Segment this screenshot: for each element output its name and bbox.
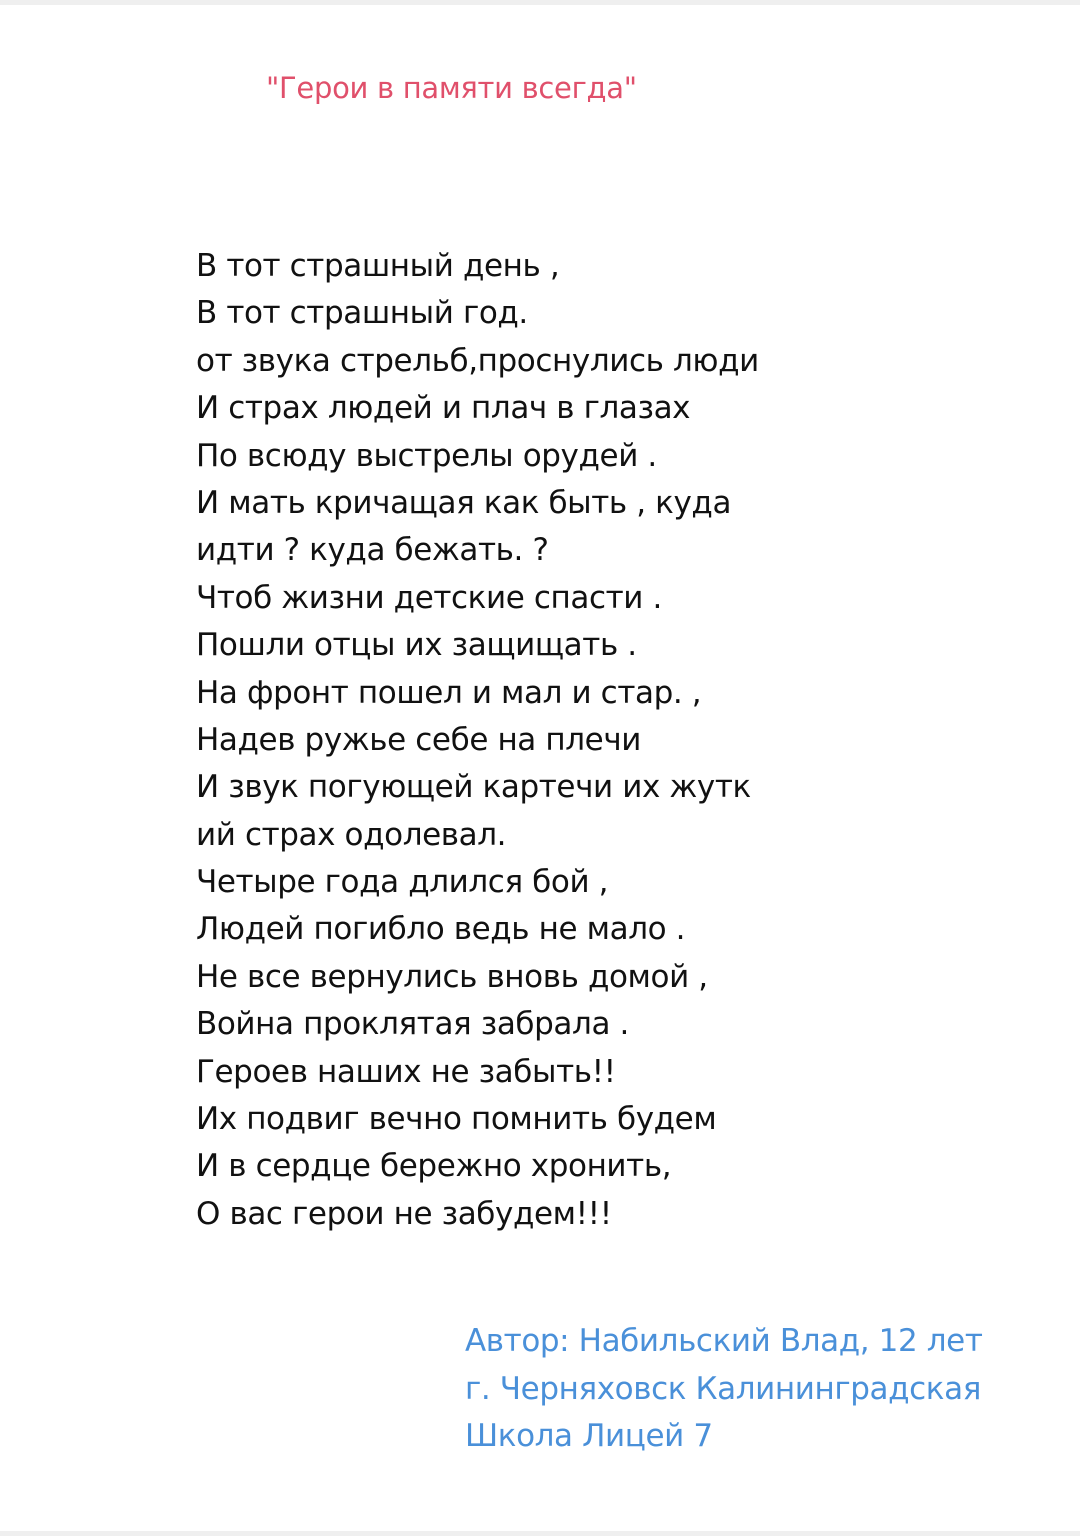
author-info	[465, 1318, 983, 1461]
poem-line: Пошли отцы их защищать .	[196, 627, 637, 664]
poem-line: Война проклятая забрала .	[196, 1006, 629, 1043]
poem-line: В тот страшный день ,	[196, 248, 560, 284]
poem-line: И в сердце бережно хронить,	[196, 1148, 672, 1185]
author-line: г. Черняховск Калининградская	[465, 1370, 981, 1407]
poem-line: ий страх одолевал.	[196, 816, 507, 853]
poem-line: Не все вернулись вновь домой ,	[196, 958, 708, 995]
poem-line: В тот страшный год.	[196, 295, 528, 332]
poem-line: Людей погибло ведь не мало .	[196, 911, 686, 948]
poem-line: Героев наших не забыть!!	[196, 1053, 616, 1090]
poem-line: О вас герои не забудем!!!	[196, 1195, 612, 1232]
poem-line: Чтоб жизни детские спасти .	[196, 579, 662, 616]
poem-line: И мать кричащая как быть , куда	[196, 484, 732, 521]
poem-line: от звука стрельб,проснулись люди	[196, 342, 759, 379]
poem-line: На фронт пошел и мал и стар. ,	[196, 674, 702, 711]
poem-body	[196, 243, 759, 1238]
poem-line: идти ? куда бежать. ?	[196, 532, 549, 569]
poem-line: Четыре года длился бой ,	[196, 864, 609, 901]
page-top-edge	[0, 0, 1080, 5]
poem-line: Их подвиг вечно помнить будем	[196, 1101, 717, 1138]
author-line: Автор: Набильский Влад, 12 лет	[465, 1323, 983, 1359]
poem-line: По всюду выстрелы орудей .	[196, 437, 657, 474]
poem-title: "Герои в памяти всегда"	[266, 71, 637, 105]
author-line: Школа Лицей 7	[465, 1418, 713, 1454]
poem-line: И страх людей и плач в глазах	[196, 390, 691, 427]
poem-line: Надев ружье себе на плечи	[196, 721, 641, 758]
page-bottom-edge	[0, 1531, 1080, 1536]
poem-line: И звук погующей картечи их жутк	[196, 769, 751, 806]
